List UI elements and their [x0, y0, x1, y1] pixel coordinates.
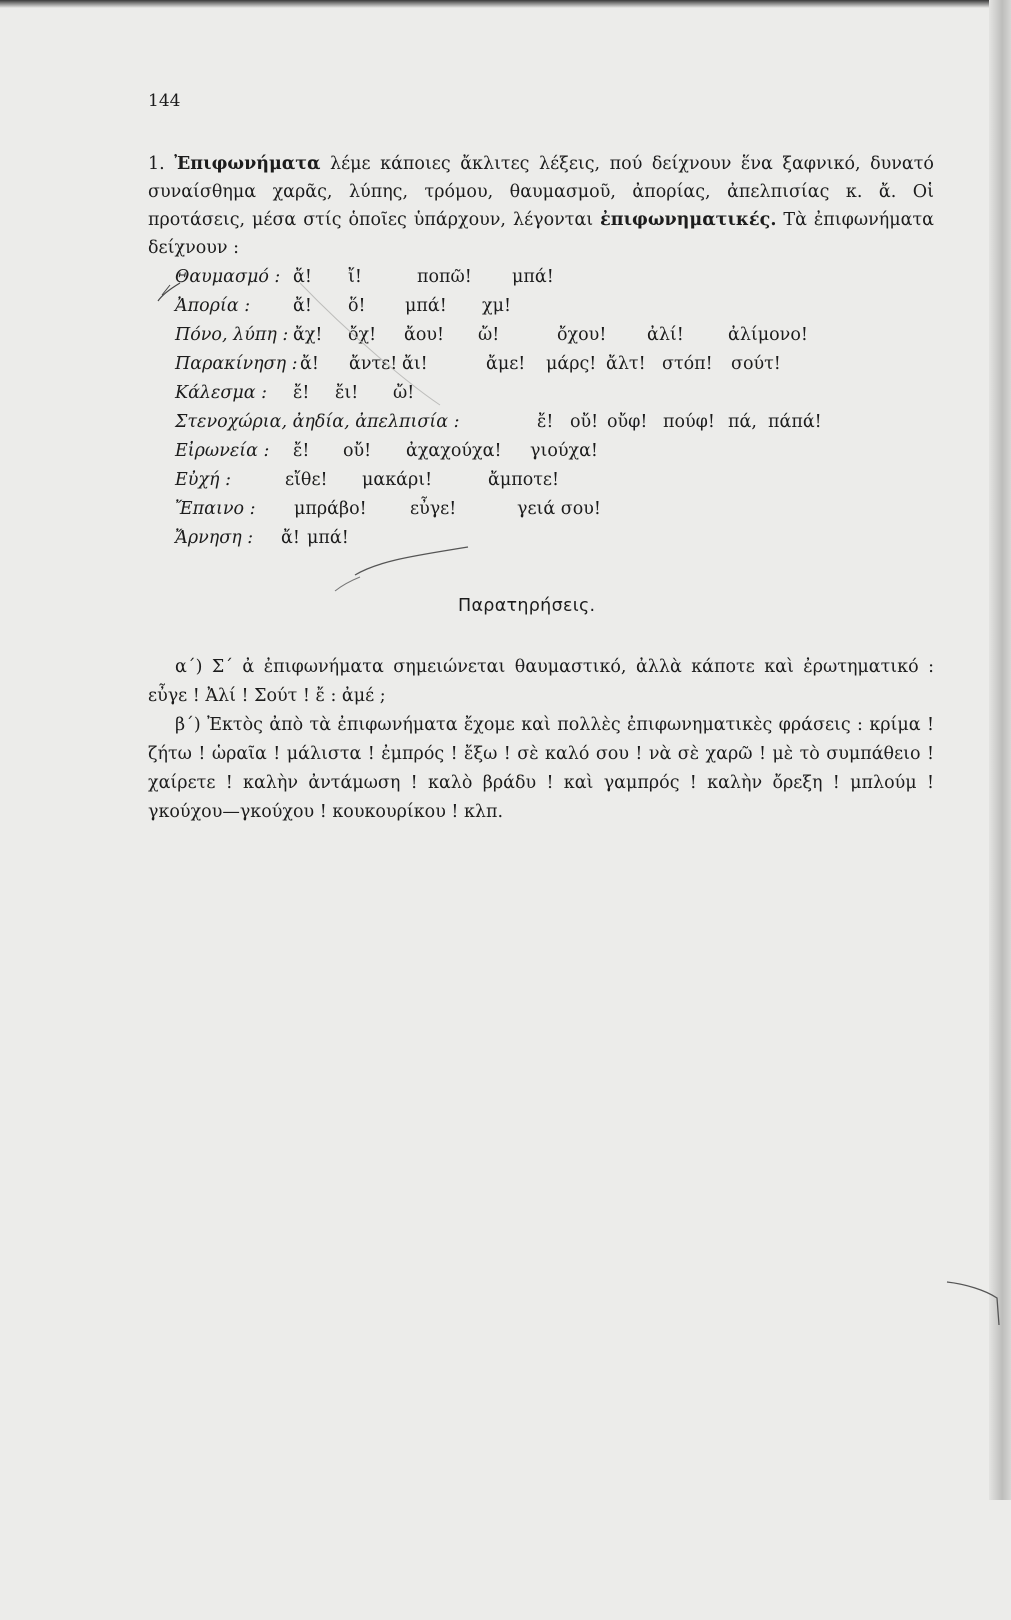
row-item: ἄ!	[293, 296, 312, 316]
row-label: Εὐχή :	[175, 470, 231, 490]
row-item: ἄ!	[281, 528, 300, 548]
row-item: μπράβο!	[294, 499, 367, 519]
scan-top-edge	[0, 0, 1011, 8]
row-item: εἴθε!	[285, 470, 328, 490]
row-label: Πόνο, λύπη :	[175, 325, 289, 345]
row-item: ὄχ!	[348, 325, 377, 345]
row-label: Ἔπαινο :	[175, 499, 256, 519]
row-label: Κάλεσμα :	[175, 383, 267, 403]
row-item: οὔ!	[343, 441, 372, 461]
term-interjectional: ἐπιφωνηματικές.	[600, 210, 777, 230]
row-item: οὔφ!	[607, 412, 648, 432]
row-item: πά,	[728, 412, 757, 432]
row-item: σούτ!	[731, 354, 781, 374]
row-item: μπά!	[512, 267, 554, 287]
definition-text: λέμε κάποιες ἄκλιτες λέξεις, πού δείχνουν ἕνα ξαφνικό, δυνατό συναίσθημα χαρᾶς, λύπης, τρόμου, θαυμασμοῦ, ἀπορίας, ἀπελπισίας κ. ἄ. Οἱ προτάσεις, μέσα στίς ὁποῖες ὑπάρχουν, λέγονται	[148, 154, 934, 230]
row-item: ἀλίμονο!	[728, 325, 808, 345]
row-item: χμ!	[482, 296, 512, 316]
row-item: ἄμποτε!	[488, 470, 560, 490]
row-label: Ἀπορία :	[175, 296, 251, 316]
row-item: ἀχαχούχα!	[406, 441, 502, 461]
row-item: ἄχ!	[293, 325, 323, 345]
row-item: ἄ!	[293, 267, 312, 287]
row-item: ἄλτ!	[606, 354, 646, 374]
term-interjections: Ἐπιφωνήματα	[174, 154, 321, 174]
row-item: ὤ!	[393, 383, 415, 403]
row-item: ἄντε!	[349, 354, 398, 374]
row-item: ὄχου!	[557, 325, 607, 345]
row-label: Θαυμασμό :	[175, 267, 281, 287]
row-item: ἴ!	[348, 267, 362, 287]
note-a: α΄) Σ΄ ἀ ἐπιφωνήματα σημειώνεται θαυμαστικό, ἀλλὰ κάποτε καὶ ἐρωτηματικό : εὖγε ! Ἀλί ! Σούτ ! ἔ : ἀμέ ;	[148, 657, 934, 706]
definition-tail: Τὰ ἐπιφωνήματα δείχνουν :	[148, 210, 934, 258]
row-item: μακάρι!	[362, 470, 433, 490]
margin-mark	[955, 1570, 1005, 1620]
row-item: ἔι!	[335, 383, 359, 403]
row-item: ἄου!	[404, 325, 445, 345]
margin-scribble	[945, 1270, 1005, 1330]
row-item: ἔ!	[293, 441, 310, 461]
row-item: οὔ!	[570, 412, 599, 432]
row-item: πάπά!	[768, 412, 822, 432]
note-b: β΄) Ἐκτὸς ἀπὸ τὰ ἐπιφωνήματα ἔχομε καὶ πολλὲς ἐπιφωνηματικὲς φράσεις : κρίμα ! ζήτω ! ὡραῖα ! μάλιστα ! ἐμπρός ! ἔξω ! σὲ καλό σου ! νὰ σὲ χαρῶ ! μὲ τὸ συμπάθειο ! χαίρετε ! καλὴν ἀντάμωση ! καλὸ βράδυ ! καὶ γαμπρός ! καλὴν ὄρεξη ! μπλούμ ! γκούχου—γκούχου ! κουκουρίκου ! κλπ.	[148, 715, 934, 822]
row-item: ἄι!	[402, 354, 428, 374]
row-item: ἄ!	[300, 354, 319, 374]
row-item: ἔ!	[537, 412, 554, 432]
row-label: Εἰρωνεία :	[175, 441, 270, 461]
row-item: στόπ!	[662, 354, 713, 374]
row-item: ἄμε!	[486, 354, 526, 374]
row-item: ὅ!	[348, 296, 366, 316]
row-item: ἀλί!	[647, 325, 684, 345]
observations-heading: Παρατηρήσεις.	[458, 596, 596, 616]
row-label: Στενοχώρια, ἀηδία, ἀπελπισία :	[175, 412, 460, 432]
row-item: ὤ!	[478, 325, 500, 345]
row-item: μπά!	[405, 296, 447, 316]
row-item: γιούχα!	[530, 441, 598, 461]
row-item: μπά!	[307, 528, 349, 548]
pencil-annotation	[150, 235, 470, 615]
row-item: ἔ!	[293, 383, 310, 403]
row-item: εὖγε!	[410, 499, 457, 519]
row-label: Παρακίνηση :	[175, 354, 298, 374]
paragraph-number: 1.	[148, 154, 165, 174]
row-item: γειά σου!	[517, 499, 601, 519]
row-item: μάρς!	[546, 354, 597, 374]
row-item: πούφ!	[663, 412, 715, 432]
page-number: 144	[148, 91, 181, 111]
row-item: ποπῶ!	[417, 267, 472, 287]
row-label: Ἄρνηση :	[175, 528, 254, 548]
